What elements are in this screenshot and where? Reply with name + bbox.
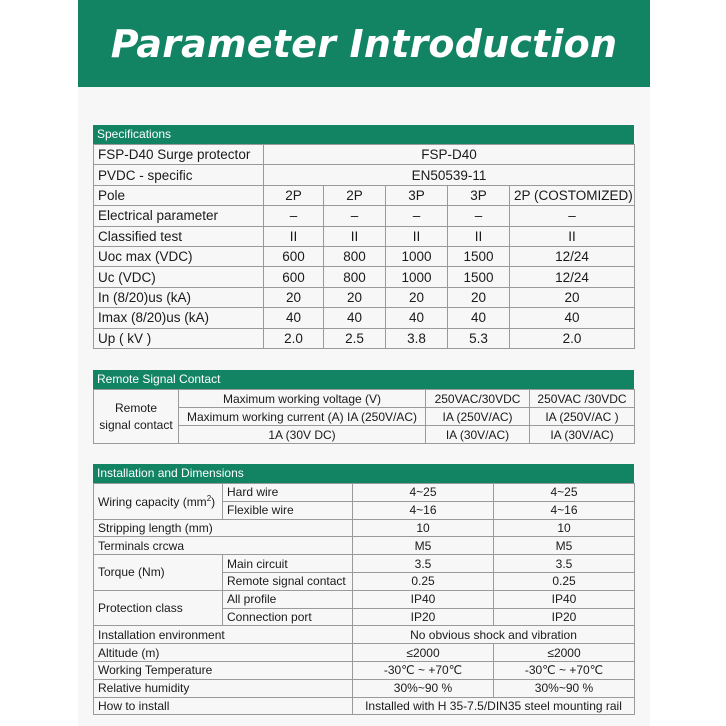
installation-table xyxy=(93,483,635,715)
how-to-install-value: Installed with H 35-7.5/DIN35 steel mounting rail xyxy=(353,697,635,715)
remote-signal-section xyxy=(93,370,634,444)
spec-cell: – xyxy=(448,206,510,226)
all-profile-value-2: IP40 xyxy=(494,590,635,608)
spec-cell: 3.8 xyxy=(386,328,448,348)
spec-cell: 40 xyxy=(386,308,448,328)
remote-signal-header: Remote Signal Contact xyxy=(93,370,634,389)
spec-row-label: Imax (8/20)us (kA) xyxy=(94,308,264,328)
connection-port-value-2: IP20 xyxy=(494,608,635,626)
humidity-label: Relative humidity xyxy=(94,679,353,697)
spec-cell: 2.0 xyxy=(264,328,324,348)
table-row xyxy=(94,679,635,697)
spec-cell: 40 xyxy=(510,308,635,328)
temperature-label: Working Temperature xyxy=(94,661,353,679)
table-row xyxy=(94,308,635,328)
spec-cell: 1500 xyxy=(448,267,510,287)
protection-class-label: Protection class xyxy=(94,590,223,626)
spec-cell: 2.0 xyxy=(510,328,635,348)
spec-cell: II xyxy=(264,226,324,246)
spec-row-label: Uc (VDC) xyxy=(94,267,264,287)
wiring-label-text: Wiring capacity (mm xyxy=(98,494,207,509)
connection-port-value-1: IP20 xyxy=(353,608,494,626)
environment-value: No obvious shock and vibration xyxy=(353,626,635,644)
connection-port-label: Connection port xyxy=(223,608,353,626)
table-row xyxy=(94,287,635,307)
remote-r1-a: Maximum working voltage (V) xyxy=(179,390,426,408)
spec-cell: 20 xyxy=(324,287,386,307)
terminals-value-1: M5 xyxy=(353,537,494,555)
table-row xyxy=(94,644,635,662)
spec-cell: 20 xyxy=(264,287,324,307)
table-row xyxy=(94,145,635,165)
standard-label: PVDC - specific xyxy=(94,165,264,185)
table-row xyxy=(94,519,635,537)
wiring-capacity-label xyxy=(94,484,223,520)
flexible-wire-label: Flexible wire xyxy=(223,501,353,519)
spec-row-label: Pole xyxy=(94,185,264,205)
spec-row-label: Uoc max (VDC) xyxy=(94,246,264,266)
remote-contact-label: Remote signal contact xyxy=(223,572,353,590)
spec-cell: 40 xyxy=(324,308,386,328)
stripping-label: Stripping length (mm) xyxy=(94,519,353,537)
remote-r2-c: IA (250V/AC ) xyxy=(530,408,635,426)
terminals-label: Terminals crcwa xyxy=(94,537,353,555)
spec-row-label: In (8/20)us (kA) xyxy=(94,287,264,307)
temperature-value-1: -30℃ ~ +70℃ xyxy=(353,661,494,679)
main-circuit-label: Main circuit xyxy=(223,555,353,573)
spec-row-label: Electrical parameter xyxy=(94,206,264,226)
temperature-value-2: -30℃ ~ +70℃ xyxy=(494,661,635,679)
table-row xyxy=(94,267,635,287)
remote-label-line1: Remote xyxy=(114,400,158,415)
spec-cell: 20 xyxy=(510,287,635,307)
spec-cell: 2P xyxy=(324,185,386,205)
all-profile-value-1: IP40 xyxy=(353,590,494,608)
spec-cell: 800 xyxy=(324,267,386,287)
product-label: FSP-D40 Surge protector xyxy=(94,145,264,165)
remote-signal-table xyxy=(93,389,635,444)
standard-value: EN50539-11 xyxy=(264,165,635,185)
flexible-wire-value-1: 4~16 xyxy=(353,501,494,519)
table-row xyxy=(94,165,635,185)
table-row xyxy=(94,246,635,266)
spec-cell: II xyxy=(324,226,386,246)
hard-wire-value-2: 4~25 xyxy=(494,484,635,502)
main-circuit-value-2: 3.5 xyxy=(494,555,635,573)
spec-cell: 600 xyxy=(264,246,324,266)
remote-r1-c: 250VAC /30VDC xyxy=(530,390,635,408)
spec-cell: 20 xyxy=(448,287,510,307)
humidity-value-2: 30%~90 % xyxy=(494,679,635,697)
spec-cell: II xyxy=(510,226,635,246)
stripping-value-2: 10 xyxy=(494,519,635,537)
remote-contact-value-2: 0.25 xyxy=(494,572,635,590)
spec-cell: 800 xyxy=(324,246,386,266)
spec-cell: 40 xyxy=(264,308,324,328)
spec-cell: II xyxy=(386,226,448,246)
specifications-header: Specifications xyxy=(93,125,634,144)
flexible-wire-value-2: 4~16 xyxy=(494,501,635,519)
page-title: Parameter Introduction xyxy=(110,21,618,66)
spec-cell: – xyxy=(264,206,324,226)
remote-signal-label xyxy=(94,390,179,444)
humidity-value-1: 30%~90 % xyxy=(353,679,494,697)
remote-r3-a: 1A (30V DC) xyxy=(179,426,426,444)
spec-cell: 12/24 xyxy=(510,246,635,266)
table-row xyxy=(94,484,635,502)
terminals-value-2: M5 xyxy=(494,537,635,555)
spec-cell: 5.3 xyxy=(448,328,510,348)
all-profile-label: All profile xyxy=(223,590,353,608)
table-row xyxy=(94,555,635,573)
main-circuit-value-1: 3.5 xyxy=(353,555,494,573)
specifications-section xyxy=(93,125,634,349)
spec-cell: 1500 xyxy=(448,246,510,266)
remote-r1-b: 250VAC/30VDC xyxy=(426,390,530,408)
remote-r2-a: Maximum working current (A) IA (250V/AC) xyxy=(179,408,426,426)
altitude-label: Altitude (m) xyxy=(94,644,353,662)
altitude-value-1: ≤2000 xyxy=(353,644,494,662)
spec-cell: 2.5 xyxy=(324,328,386,348)
spec-cell: 600 xyxy=(264,267,324,287)
title-banner xyxy=(78,0,650,87)
wiring-label-close: ) xyxy=(211,494,216,509)
table-row xyxy=(94,626,635,644)
table-row xyxy=(94,390,635,408)
environment-label: Installation environment xyxy=(94,626,353,644)
spec-cell: 3P xyxy=(448,185,510,205)
remote-label-line2: signal contact xyxy=(99,417,173,432)
installation-header: Installation and Dimensions xyxy=(93,464,634,483)
spec-cell: 40 xyxy=(448,308,510,328)
remote-contact-value-1: 0.25 xyxy=(353,572,494,590)
product-value: FSP-D40 xyxy=(264,145,635,165)
specifications-table xyxy=(93,144,635,349)
spec-row-label: Classified test xyxy=(94,226,264,246)
stripping-value-1: 10 xyxy=(353,519,494,537)
remote-r3-b: IA (30V/AC) xyxy=(426,426,530,444)
table-row xyxy=(94,661,635,679)
table-row xyxy=(94,537,635,555)
spec-cell: 20 xyxy=(386,287,448,307)
spec-cell: 2P xyxy=(264,185,324,205)
spec-cell: – xyxy=(510,206,635,226)
wiring-label-sup: 2 xyxy=(206,493,212,503)
hard-wire-value-1: 4~25 xyxy=(353,484,494,502)
spec-cell: 1000 xyxy=(386,267,448,287)
spec-cell: 2P (COSTOMIZED) xyxy=(510,185,635,205)
table-row xyxy=(94,226,635,246)
table-row xyxy=(94,328,635,348)
table-row xyxy=(94,206,635,226)
spec-cell: – xyxy=(386,206,448,226)
hard-wire-label: Hard wire xyxy=(223,484,353,502)
spec-cell: 12/24 xyxy=(510,267,635,287)
remote-r3-c: IA (30V/AC) xyxy=(530,426,635,444)
table-row xyxy=(94,185,635,205)
spec-row-label: Up ( kV ) xyxy=(94,328,264,348)
spec-cell: – xyxy=(324,206,386,226)
torque-label: Torque (Nm) xyxy=(94,555,223,591)
spec-cell: II xyxy=(448,226,510,246)
installation-section xyxy=(93,464,634,715)
remote-r2-b: IA (250V/AC) xyxy=(426,408,530,426)
how-to-install-label: How to install xyxy=(94,697,353,715)
spec-cell: 1000 xyxy=(386,246,448,266)
altitude-value-2: ≤2000 xyxy=(494,644,635,662)
spec-cell: 3P xyxy=(386,185,448,205)
table-row xyxy=(94,590,635,608)
table-row xyxy=(94,697,635,715)
